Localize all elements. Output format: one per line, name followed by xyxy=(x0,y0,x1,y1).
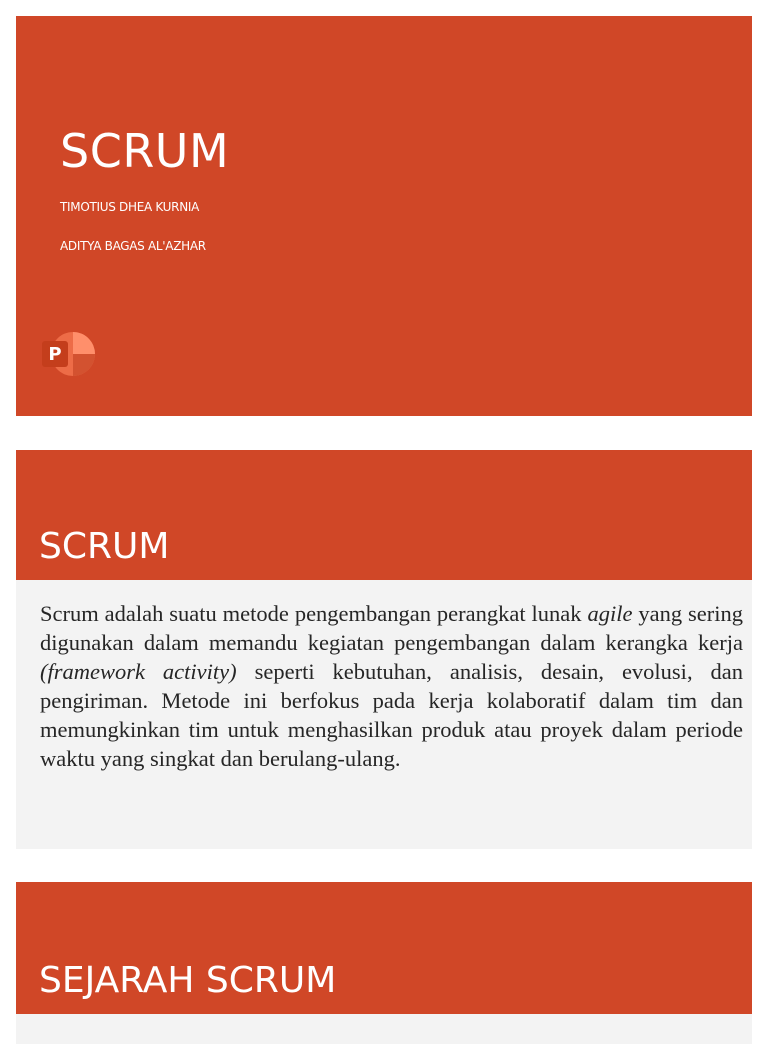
body-text-part: Scrum adalah suatu metode pengembangan perangkat lunak xyxy=(40,601,588,626)
author-name-2: ADITYA BAGAS AL'AZHAR xyxy=(60,239,206,253)
slide-body xyxy=(16,1014,752,1044)
body-text-part: yang sering digunakan dalam memandu kegiatan pengembangan dalam kerangka kerja xyxy=(40,601,743,655)
content-slide-sejarah xyxy=(16,882,752,1042)
slide-title: SCRUM xyxy=(60,124,230,178)
slide-header xyxy=(16,450,752,580)
author-name-1: TIMOTIUS DHEA KURNIA xyxy=(60,200,200,214)
body-text-italic: agile xyxy=(587,601,633,626)
slide-heading: SEJARAH SCRUM xyxy=(39,960,337,1001)
title-slide xyxy=(16,16,752,416)
powerpoint-logo-letter: P xyxy=(48,344,62,365)
body-text-part: seperti kebutuhan, analisis, desain, evolusi, dan pengiriman. Metode ini berfokus pada kerja kolaboratif dalam tim dan memungkinkan tim untuk menghasilkan produk atau proyek dalam periode waktu yang singkat dan berulang-ulang. xyxy=(40,659,743,771)
content-slide-scrum xyxy=(16,450,752,849)
powerpoint-logo-icon xyxy=(42,330,96,376)
body-text-italic: (framework activity) xyxy=(40,659,237,684)
slide-heading: SCRUM xyxy=(39,526,170,567)
slide-header xyxy=(16,882,752,1014)
slide-body-text xyxy=(40,599,743,773)
